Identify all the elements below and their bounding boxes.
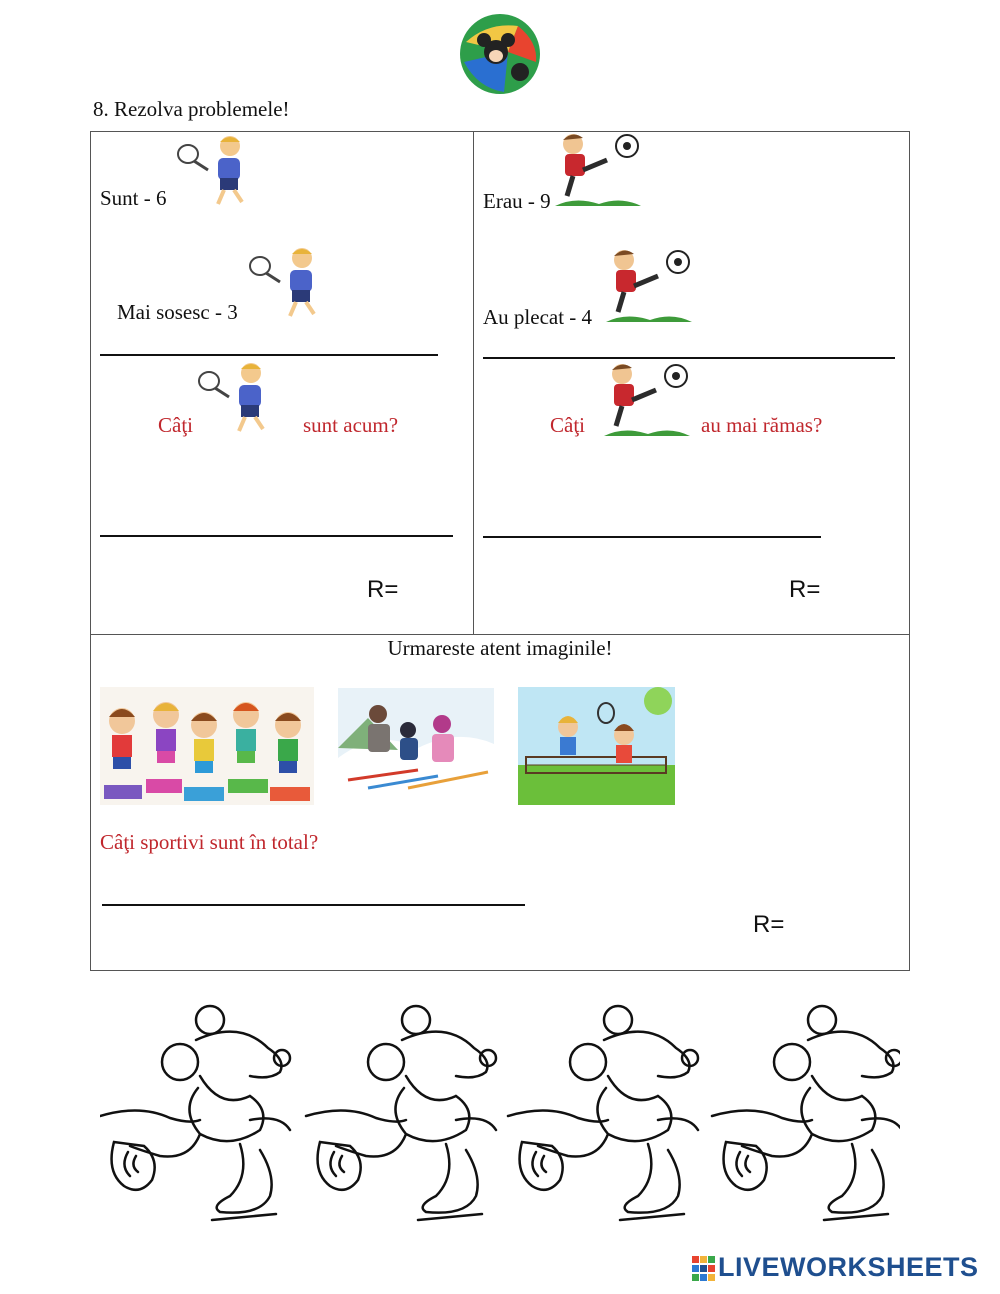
liveworksheets-logo-text: LIVEWORKSHEETS xyxy=(718,1252,979,1282)
mickey-ball-image xyxy=(458,12,542,96)
soccer-boy-icon xyxy=(606,246,694,326)
tennis-boy-icon xyxy=(195,359,273,435)
skating-mickey-image xyxy=(100,1000,900,1226)
tennis-boy-icon xyxy=(174,132,252,208)
right-line-erau: Erau - 9 xyxy=(483,189,551,213)
answer-line[interactable] xyxy=(483,536,821,538)
liveworksheets-logo-icon xyxy=(692,1256,716,1282)
right-question-start: Câţi xyxy=(550,413,585,437)
bottom-question: Câţi sportivi sunt în total? xyxy=(100,830,319,854)
soccer-boy-icon xyxy=(604,360,692,440)
skiing-family-image xyxy=(338,688,494,806)
answer-line[interactable] xyxy=(100,535,453,537)
tennis-kids-image xyxy=(518,687,675,805)
right-line-au-plecat: Au plecat - 4 xyxy=(483,305,593,329)
separator-line xyxy=(100,354,438,356)
left-line-mai-sosesc: Mai sosesc - 3 xyxy=(117,300,238,324)
right-answer-label: R= xyxy=(789,576,821,603)
left-question-start: Câţi xyxy=(158,413,193,437)
bottom-instruction: Urmareste atent imaginile! xyxy=(387,636,613,660)
left-question-end: sunt acum? xyxy=(303,413,399,437)
soccer-boy-icon xyxy=(555,130,643,210)
right-question-end: au mai rămas? xyxy=(701,413,823,437)
answer-line[interactable] xyxy=(102,904,525,906)
column-divider xyxy=(473,131,474,634)
page-title: 8. Rezolva problemele! xyxy=(93,97,290,121)
separator-line xyxy=(483,357,895,359)
tennis-boy-icon xyxy=(246,244,324,320)
gymnastics-kids-image xyxy=(100,687,314,805)
bottom-answer-label: R= xyxy=(753,911,785,938)
left-answer-label: R= xyxy=(367,576,399,603)
left-line-sunt: Sunt - 6 xyxy=(100,186,167,210)
row-divider xyxy=(90,634,910,635)
